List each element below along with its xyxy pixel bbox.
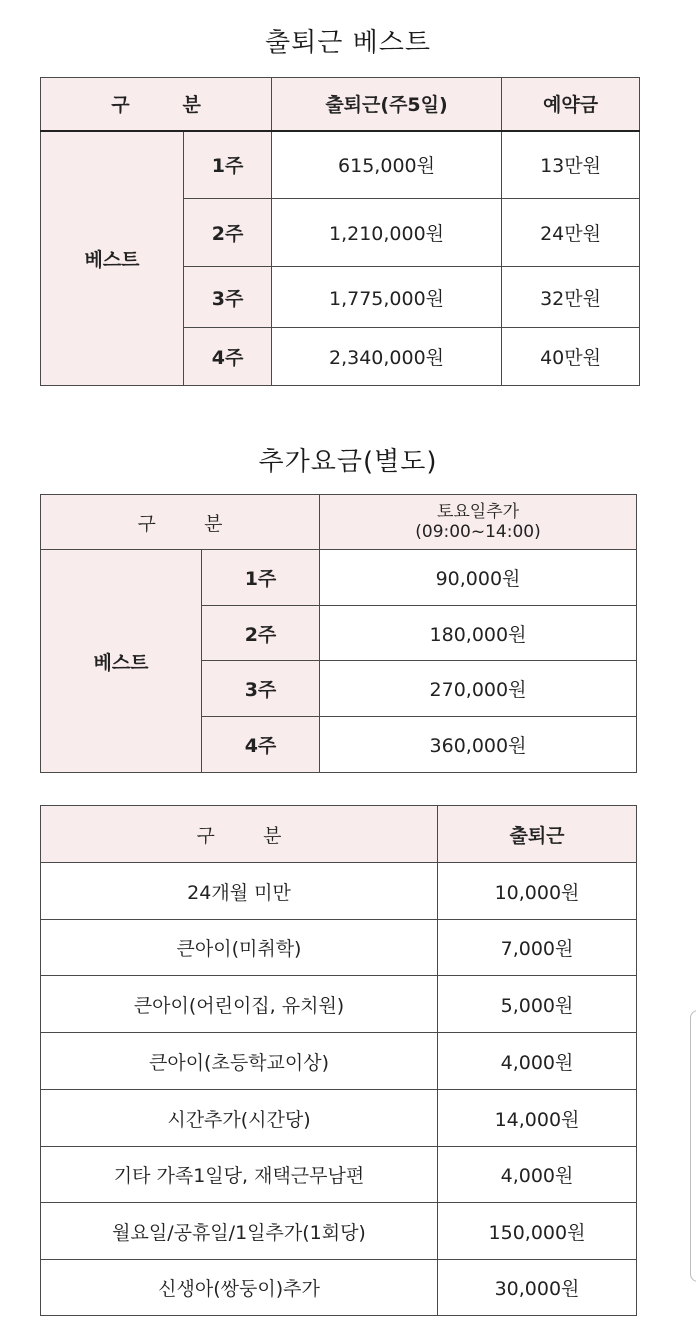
- deposit-cell: 40만원: [502, 328, 640, 386]
- header-commute: 출퇴근: [438, 806, 637, 863]
- charge-label: 큰아이(미취학): [41, 920, 438, 976]
- charge-label: 시간추가(시간당): [41, 1090, 438, 1147]
- charge-price: 30,000원: [438, 1260, 637, 1316]
- charge-label: 신생아(쌍둥이)추가: [41, 1260, 438, 1316]
- price-cell: 270,000원: [320, 661, 637, 717]
- charge-price: 150,000원: [438, 1203, 637, 1260]
- charge-price: 7,000원: [438, 920, 637, 976]
- header-saturday-line1: 토요일추가: [436, 502, 520, 522]
- charge-label: 큰아이(어린이집, 유치원): [41, 976, 438, 1033]
- week-cell: 1주: [184, 131, 272, 199]
- deposit-cell: 32만원: [502, 267, 640, 328]
- week-cell: 4주: [202, 717, 320, 773]
- group-label: 베스트: [41, 131, 184, 386]
- week-cell: 4주: [184, 328, 272, 386]
- commute-best-table: [40, 77, 640, 386]
- charge-price: 14,000원: [438, 1090, 637, 1147]
- week-cell: 2주: [202, 606, 320, 661]
- charge-label: 큰아이(초등학교이상): [41, 1033, 438, 1090]
- header-deposit: 예약금: [502, 78, 640, 131]
- deposit-cell: 13만원: [502, 131, 640, 199]
- charge-price: 4,000원: [438, 1033, 637, 1090]
- header-category: 구 분: [41, 806, 438, 863]
- section2-title: 추가요금(별도): [258, 447, 438, 477]
- header-saturday: [320, 495, 637, 550]
- scrollbar[interactable]: [690, 1010, 696, 1282]
- header-saturday-line2: (09:00~14:00): [415, 522, 541, 542]
- deposit-cell: 24만원: [502, 199, 640, 267]
- price-cell: 360,000원: [320, 717, 637, 773]
- week-cell: 1주: [202, 550, 320, 606]
- price-cell: 2,340,000원: [272, 328, 502, 386]
- charge-label: 기타 가족1일당, 재택근무남편: [41, 1147, 438, 1203]
- header-category: 구 분: [41, 78, 272, 131]
- price-cell: 180,000원: [320, 606, 637, 661]
- charge-label: 24개월 미만: [41, 863, 438, 920]
- header-category: 구 분: [41, 495, 320, 550]
- section1-title: 출퇴근 베스트: [265, 28, 431, 58]
- extra-fee-table: [40, 494, 637, 773]
- header-commute: 출퇴근(주5일): [272, 78, 502, 131]
- charge-price: 5,000원: [438, 976, 637, 1033]
- price-cell: 1,775,000원: [272, 267, 502, 328]
- charge-price: 4,000원: [438, 1147, 637, 1203]
- group-label: 베스트: [41, 550, 202, 773]
- price-cell: 615,000원: [272, 131, 502, 199]
- week-cell: 2주: [184, 199, 272, 267]
- charge-price: 10,000원: [438, 863, 637, 920]
- price-cell: 1,210,000원: [272, 199, 502, 267]
- price-cell: 90,000원: [320, 550, 637, 606]
- week-cell: 3주: [184, 267, 272, 328]
- week-cell: 3주: [202, 661, 320, 717]
- charge-label: 월요일/공휴일/1일추가(1회당): [41, 1203, 438, 1260]
- additional-charges-table: [40, 805, 637, 1316]
